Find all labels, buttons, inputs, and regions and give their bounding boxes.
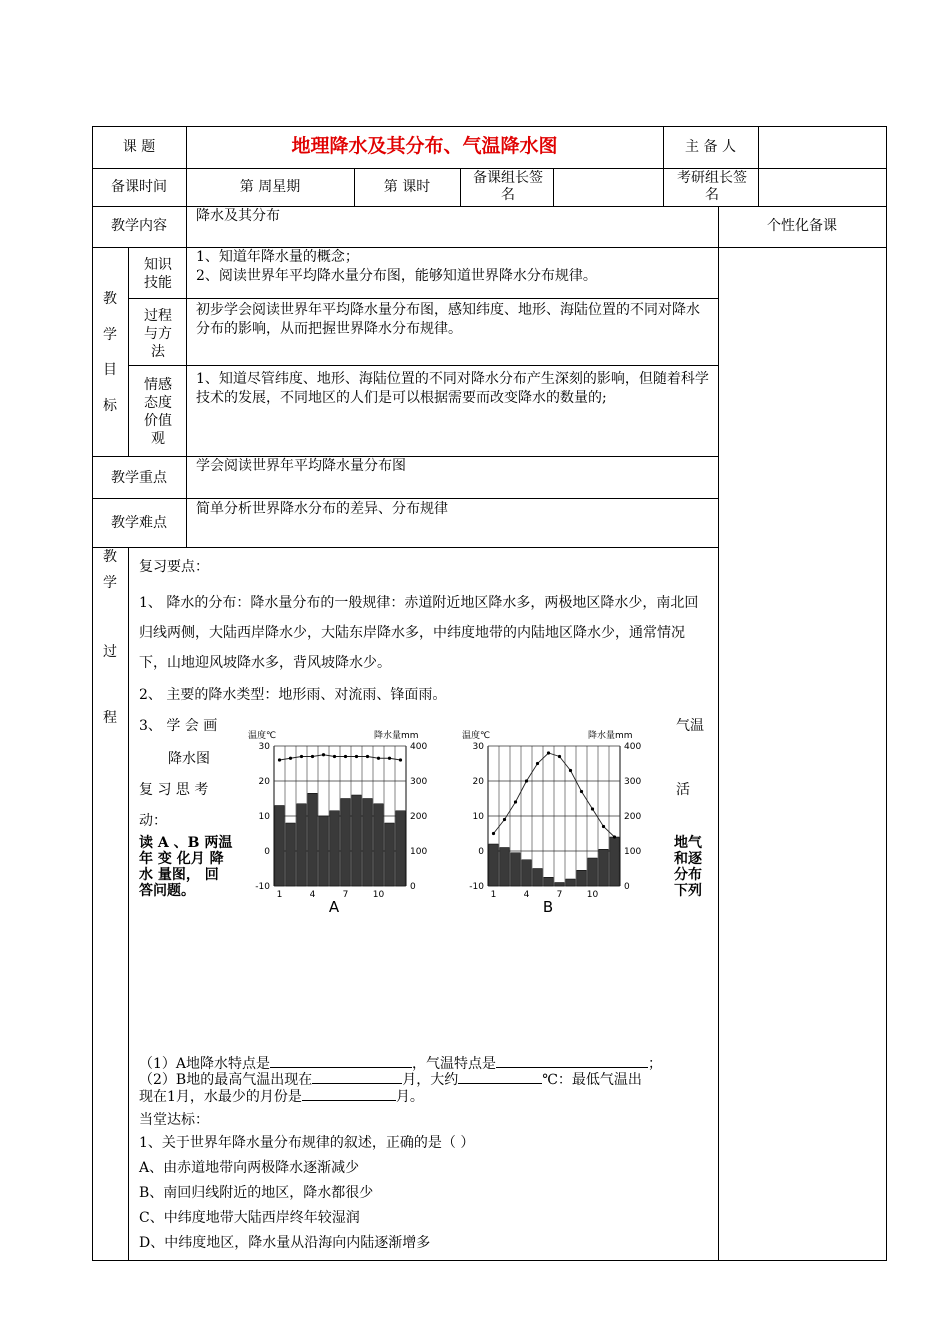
temperature-point: [289, 757, 292, 760]
question-1: （1）A地降水特点是 ，气温特点是 ；: [139, 1053, 662, 1073]
precip-tick-label: 0: [410, 882, 416, 892]
option-a[interactable]: A、由赤道地带向两极降水逐渐减少: [139, 1160, 360, 1176]
precip-tick-label: 100: [624, 847, 642, 857]
emotion-text: 1、知道尽管纬度、地形、海陆位置的不同对降水分布产生深刻的影响，但随着科学技术的发展，不同地区的人们是可以根据需要而改变降水的数量的;: [196, 371, 709, 406]
temperature-point: [344, 755, 347, 758]
precip-tick-label: 100: [410, 847, 428, 857]
temperature-point: [311, 755, 314, 758]
month-tick-label: 7: [342, 890, 349, 900]
precip-bar: [522, 860, 531, 886]
emotion-label: 情感态度价值观: [144, 377, 172, 447]
temperature-point: [613, 835, 616, 838]
group-leader-sign-field[interactable]: [554, 169, 662, 205]
temperature-point: [333, 755, 336, 758]
precip-bar: [374, 804, 383, 886]
precip-bar: [566, 879, 575, 886]
temp-tick-label: 0: [264, 847, 270, 857]
temperature-point: [388, 757, 391, 760]
read-instruction-right: 地气和逐分布下列: [674, 835, 702, 899]
temp-axis-label: 温度℃: [248, 731, 277, 741]
month-tick-label: 10: [586, 890, 599, 900]
group-leader-sign-label: 备课组长签名: [473, 170, 543, 203]
precip-bar: [610, 837, 619, 886]
temp-tick-label: 20: [472, 777, 484, 787]
precip-bar: [297, 804, 306, 886]
temp-tick-label: -10: [469, 882, 484, 892]
content-value: 降水及其分布: [196, 208, 280, 224]
precip-bar: [555, 883, 564, 887]
precip-bar: [352, 795, 361, 886]
climate-chart-a: [240, 726, 440, 916]
temperature-point: [514, 800, 517, 803]
precip-tick-label: 200: [624, 812, 642, 822]
month-tick-label: 10: [372, 890, 385, 900]
month-tick-label: 1: [490, 890, 497, 900]
knowledge-item-1: 1、知道年降水量的概念；: [196, 249, 359, 265]
precip-bar: [341, 799, 350, 887]
precip-bar: [588, 858, 597, 886]
temperature-point: [300, 755, 303, 758]
precip-bar: [363, 799, 372, 887]
question-2-cont: 现在1月，水最少的月份是 月。: [139, 1086, 424, 1106]
temperature-point: [525, 779, 528, 782]
difficulty-label: 教学难点: [111, 515, 167, 531]
precip-tick-label: 400: [410, 742, 428, 752]
precip-bar: [511, 853, 520, 886]
precip-axis-label: 降水量mm: [374, 731, 419, 741]
option-c[interactable]: C、中纬度地带大陆西岸终年较湿润: [139, 1210, 360, 1226]
precip-bar: [396, 811, 405, 886]
temperature-point: [580, 790, 583, 793]
difficulty-value: 简单分析世界降水分布的差异、分布规律: [196, 501, 448, 517]
research-leader-sign-label: 考研组长签名: [677, 170, 747, 203]
research-leader-sign-field[interactable]: [759, 169, 885, 205]
temp-tick-label: 10: [258, 812, 270, 822]
draw-chart-right: 气温: [676, 718, 704, 734]
prep-time-label: 备课时间: [111, 179, 167, 195]
temp-tick-label: 10: [472, 812, 484, 822]
temperature-point: [569, 769, 572, 772]
key-point-value: 学会阅读世界年平均降水量分布图: [196, 458, 406, 474]
precip-bar: [308, 793, 317, 886]
process-method-text: 初步学会阅读世界年平均降水量分布图，感知纬度、地形、海陆位置的不同对降水分布的影响，从而把握世界降水分布规律。: [196, 302, 700, 337]
knowledge-label: 知识技能: [144, 257, 172, 291]
temperature-point: [278, 758, 281, 761]
chart-title: A: [328, 898, 340, 916]
precip-bar: [500, 848, 509, 887]
precip-tick-label: 200: [410, 812, 428, 822]
knowledge-item-2: 2、阅读世界年平均降水量分布图，能够知道世界降水分布规律。: [196, 268, 597, 284]
precip-tick-label: 400: [624, 742, 642, 752]
topic-label: 课 题: [122, 139, 156, 155]
climate-chart-b: [458, 726, 664, 916]
review-title: 复习要点：: [139, 559, 209, 575]
temp-axis-label: 温度℃: [462, 731, 491, 741]
temperature-point: [322, 753, 325, 756]
precip-tick-label: 300: [624, 777, 642, 787]
think-left: 复 习 思 考: [139, 782, 209, 798]
temperature-point: [536, 762, 539, 765]
precip-bar: [577, 870, 586, 886]
temperature-point: [503, 818, 506, 821]
precip-bar: [286, 823, 295, 886]
content-label: 教学内容: [111, 218, 167, 234]
temperature-point: [547, 751, 550, 754]
precip-bar: [533, 869, 542, 887]
draw-chart-left-2: 降水图: [168, 751, 210, 767]
temp-tick-label: 20: [258, 777, 270, 787]
practice-title: 当堂达标：: [139, 1112, 209, 1128]
temp-tick-label: 0: [478, 847, 484, 857]
temperature-point: [591, 807, 594, 810]
precip-tick-label: 300: [410, 777, 428, 787]
review-item-2: 2、 主要的降水类型：地形雨、对流雨、锋面雨。: [139, 687, 447, 703]
month-tick-label: 7: [556, 890, 563, 900]
temperature-point: [602, 825, 605, 828]
practice-question: 1、关于世界年降水量分布规律的叙述，正确的是（ ）: [139, 1135, 475, 1151]
preparer-value[interactable]: [759, 127, 885, 167]
temperature-point: [377, 757, 380, 760]
review-item-1: 1、 降水的分布：降水量分布的一般规律：赤道附近地区降水多，两极地区降水少，南北回归线两侧，大陆西岸降水少，大陆东岸降水多，中纬度地带的内陆地区降水少，通常情况下，山地迎风坡降水多，背风坡降水少。: [139, 595, 699, 671]
temp-tick-label: 30: [258, 742, 270, 752]
month-tick-label: 4: [309, 890, 316, 900]
temperature-point: [355, 755, 358, 758]
chart-title: B: [542, 898, 554, 916]
preparer-label: 主 备 人: [685, 139, 736, 155]
month-tick-label: 1: [276, 890, 283, 900]
precip-bar: [544, 877, 553, 886]
page-title: 地理降水及其分布、气温降水图: [291, 135, 558, 157]
precip-tick-label: 0: [624, 882, 630, 892]
key-point-label: 教学重点: [111, 470, 167, 486]
process-method-label: 过程与方法: [144, 308, 172, 360]
think-left-2: 动：: [139, 813, 167, 829]
precip-bar: [599, 849, 608, 886]
temperature-point: [366, 755, 369, 758]
temperature-point: [492, 832, 495, 835]
precip-bar: [330, 811, 339, 886]
month-tick-label: 4: [523, 890, 530, 900]
personal-prep-label: 个性化备课: [767, 218, 837, 234]
temperature-point: [558, 755, 561, 758]
precip-bar: [275, 806, 284, 887]
period-field: 第 课时: [383, 179, 431, 195]
question-2: （2）B地的最高气温出现在 月，大约 ℃：最低气温出: [139, 1069, 642, 1089]
think-right: 活: [676, 782, 690, 798]
temp-tick-label: -10: [255, 882, 270, 892]
read-instruction-left: 读 A 、B 两温 年 变 化月 降 水 量图， 回 答问题。: [139, 835, 233, 899]
precip-bar: [489, 844, 498, 886]
temperature-point: [399, 758, 402, 761]
draw-chart-left: 3、 学 会 画: [139, 718, 218, 734]
precip-bar: [385, 823, 394, 886]
precip-bar: [319, 816, 328, 886]
precip-axis-label: 降水量mm: [588, 731, 633, 741]
option-b[interactable]: B、南回归线附近的地区，降水都很少: [139, 1185, 374, 1201]
week-field: 第 周星期: [239, 179, 301, 195]
option-d[interactable]: D、中纬度地区，降水量从沿海向内陆逐渐增多: [139, 1235, 431, 1251]
temp-tick-label: 30: [472, 742, 484, 752]
